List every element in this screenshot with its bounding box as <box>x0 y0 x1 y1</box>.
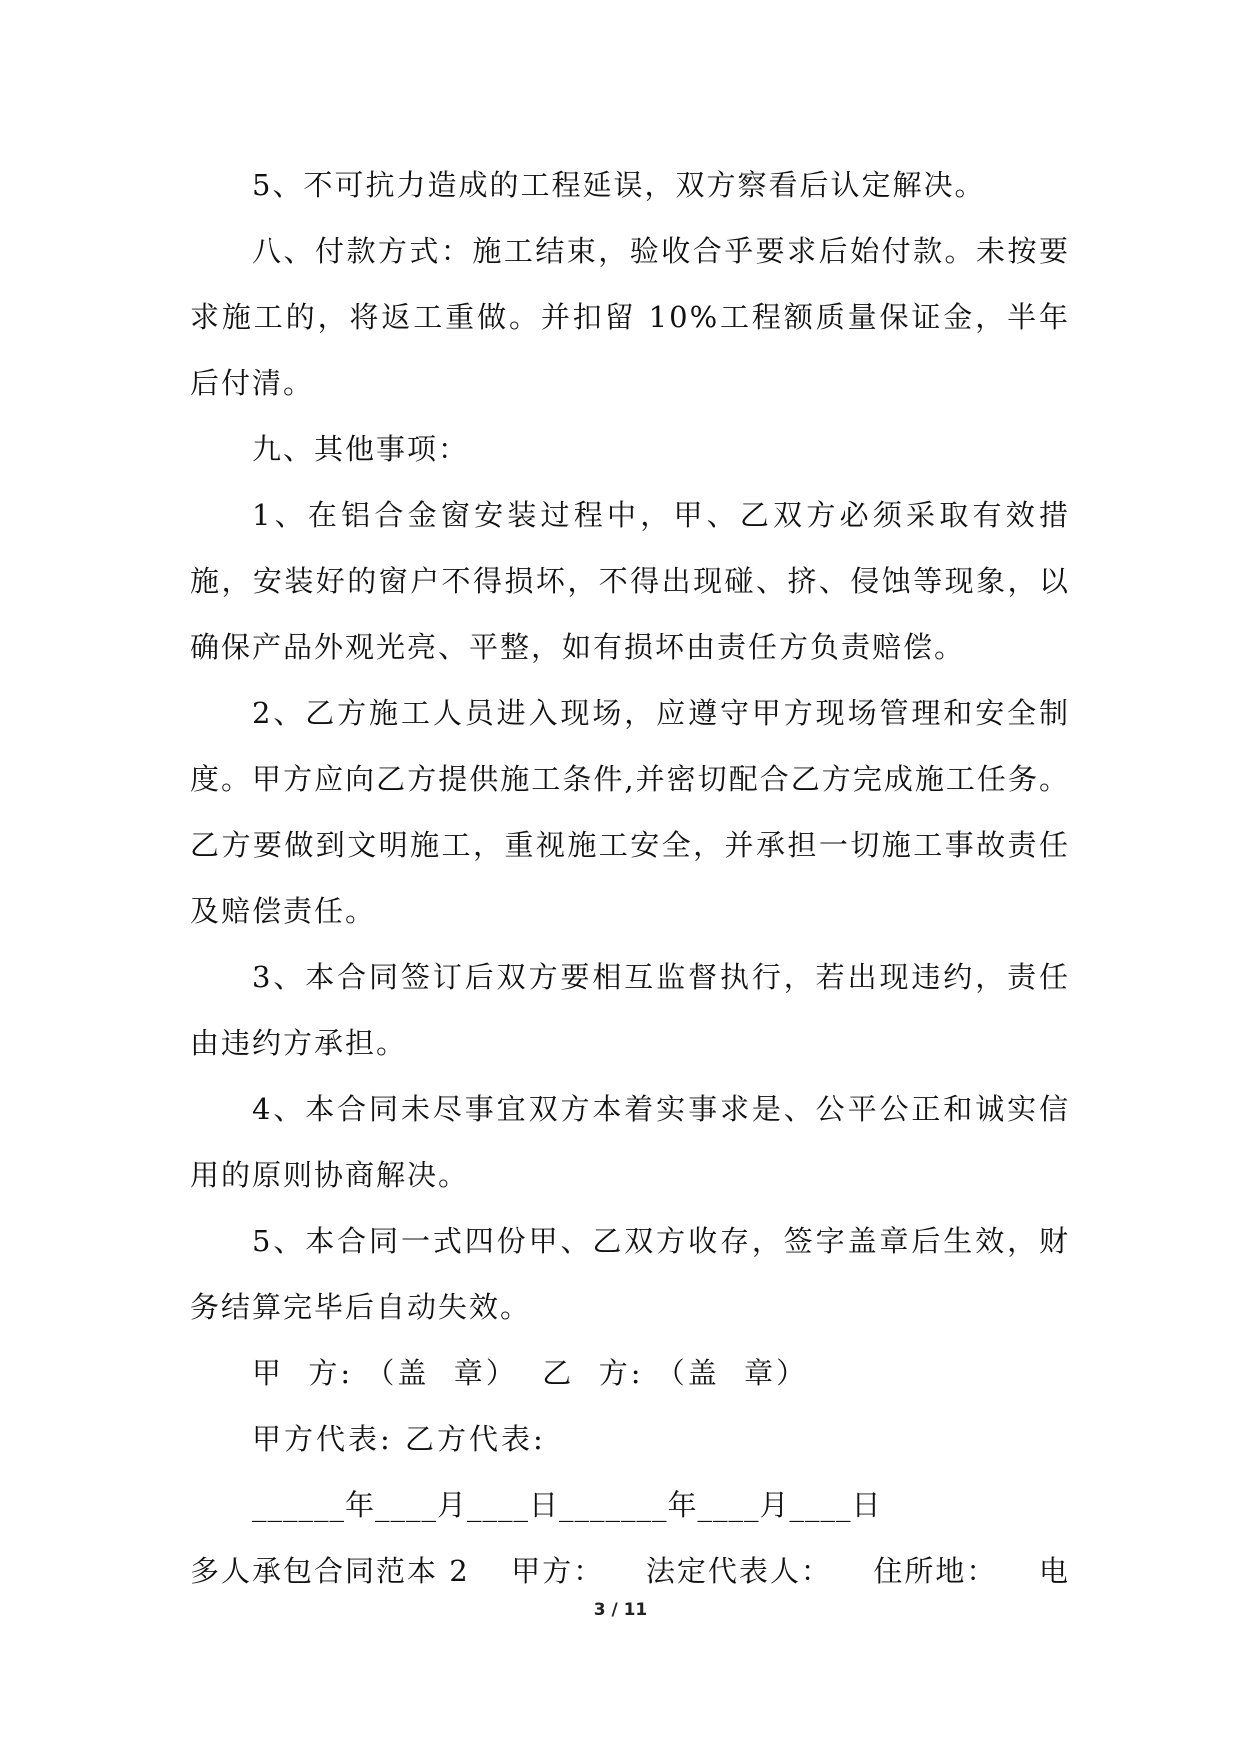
clause-other-4: 4、本合同未尽事宜双方本着实事求是、公平公正和诚实信用的原则协商解决。 <box>190 1092 1070 1192</box>
signature-parties: 甲 方: （盖 章） 乙 方: （盖 章） <box>252 1356 809 1390</box>
clause-other-2: 2、乙方施工人员进入现场，应遵守甲方现场管理和安全制度。甲方应向乙方提供施工条件,并密切配合乙方完成施工任务。乙方要做到文明施工，重视施工安全，并承担一切施工事故责任及赔偿责任。 <box>190 696 1070 928</box>
next-contract-phone: 电 <box>1038 1554 1070 1588</box>
signature-date: ______年____月____日_______年____月____日 <box>252 1488 882 1522</box>
signature-representatives: 甲方代表: 乙方代表: <box>252 1422 546 1456</box>
next-contract-title: 多人承包合同范本 2 <box>190 1554 470 1588</box>
next-contract-address: 住所地： <box>873 1554 998 1588</box>
clause-force-majeure: 5、不可抗力造成的工程延误，双方察看后认定解决。 <box>252 168 986 202</box>
contract-body <box>190 152 1070 1604</box>
clause-other-heading: 九、其他事项： <box>252 432 470 466</box>
clause-other-3: 3、本合同签订后双方要相互监督执行，若出现违约，责任由违约方承担。 <box>190 960 1070 1060</box>
clause-other-1: 1、在铝合金窗安装过程中，甲、乙双方必须采取有效措施，安装好的窗户不得损坏，不得出现碰、挤、侵蚀等现象，以确保产品外观光亮、平整，如有损坏由责任方负责赔偿。 <box>190 498 1070 664</box>
clause-payment: 八、付款方式：施工结束，验收合乎要求后始付款。未按要求施工的，将返工重做。并扣留 10%工程额质量保证金，半年后付清。 <box>190 234 1070 400</box>
page-number: 3 / 11 <box>593 1600 648 1620</box>
next-contract-header <box>190 1538 1070 1604</box>
next-contract-legal-rep: 法定代表人： <box>645 1554 832 1588</box>
next-contract-party-a: 甲方： <box>511 1554 605 1588</box>
clause-other-5: 5、本合同一式四份甲、乙双方收存，签字盖章后生效，财务结算完毕后自动失效。 <box>190 1224 1070 1324</box>
